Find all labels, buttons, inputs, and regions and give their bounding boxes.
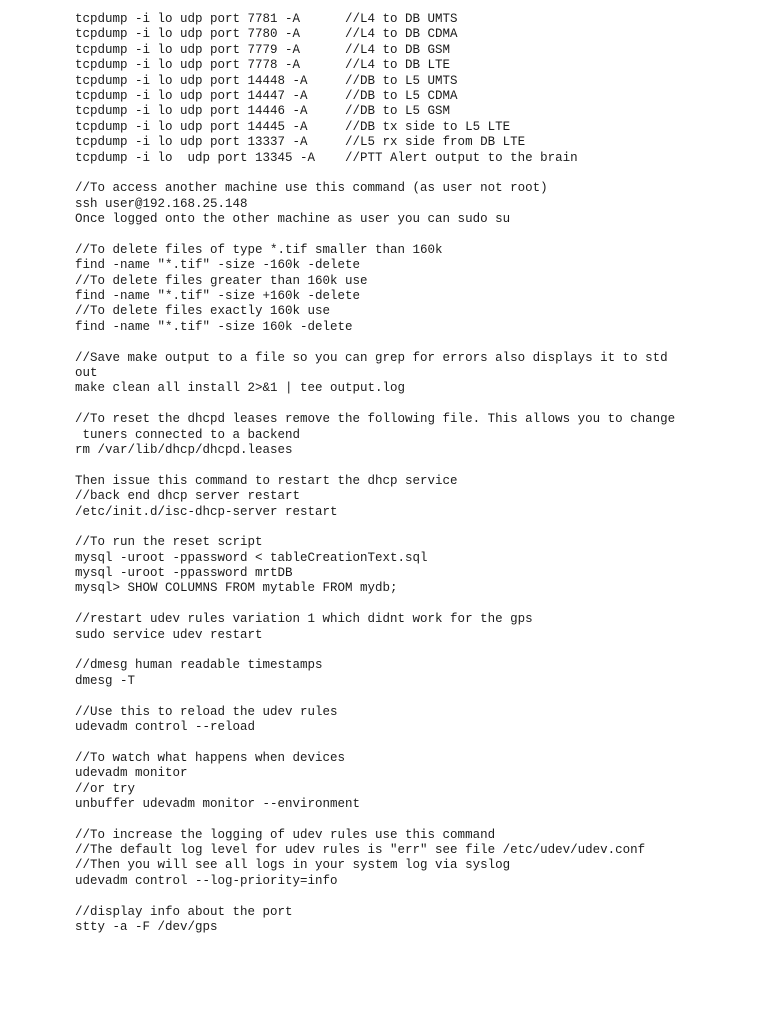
blank-line bbox=[75, 689, 755, 704]
text-line: //To access another machine use this command (as user not root) bbox=[75, 181, 548, 196]
text-line: tcpdump -i lo udp port 7780 -A //L4 to DB CDMA bbox=[75, 27, 458, 42]
text-line: //To reset the dhcpd leases remove the following file. This allows you to change bbox=[75, 412, 676, 427]
text-line: //back end dhcp server restart bbox=[75, 489, 301, 504]
text-line: mysql -uroot -ppassword mrtDB bbox=[75, 566, 293, 581]
blank-line bbox=[75, 520, 755, 535]
text-line: unbuffer udevadm monitor --environment bbox=[75, 796, 361, 811]
text-line: mysql -uroot -ppassword < tableCreationText.sql bbox=[75, 550, 428, 565]
text-line: tcpdump -i lo udp port 7781 -A //L4 to DB UMTS bbox=[75, 12, 458, 26]
blank-line bbox=[75, 643, 755, 658]
blank-line bbox=[75, 397, 755, 412]
text-line: make clean all install 2>&1 | tee output.log bbox=[75, 381, 406, 396]
text-line: find -name "*.tif" -size +160k -delete bbox=[75, 289, 361, 304]
text-line: Then issue this command to restart the dhcp service bbox=[75, 473, 458, 488]
blank-line bbox=[75, 597, 755, 612]
text-line: tcpdump -i lo udp port 13337 -A //L5 rx side from DB LTE bbox=[75, 135, 526, 150]
text-line: tcpdump -i lo udp port 7779 -A //L4 to DB GSM bbox=[75, 42, 451, 57]
text-line: tcpdump -i lo udp port 14447 -A //DB to L5 CDMA bbox=[75, 88, 458, 103]
text-line: //Then you will see all logs in your system log via syslog bbox=[75, 858, 511, 873]
text-line: find -name "*.tif" -size -160k -delete bbox=[75, 258, 361, 273]
blank-line bbox=[75, 335, 755, 350]
text-line: Once logged onto the other machine as user you can sudo su bbox=[75, 212, 511, 227]
blank-line bbox=[75, 735, 755, 750]
blank-line bbox=[75, 166, 755, 181]
text-line: udevadm control --reload bbox=[75, 719, 256, 734]
document-text bbox=[75, 12, 755, 935]
text-line: //To delete files exactly 160k use bbox=[75, 304, 331, 319]
blank-line bbox=[75, 889, 755, 904]
text-line: //display info about the port bbox=[75, 904, 293, 919]
text-line: mysql> SHOW COLUMNS FROM mytable FROM mydb; bbox=[75, 581, 398, 596]
text-line: tcpdump -i lo udp port 14445 -A //DB tx side to L5 LTE bbox=[75, 119, 511, 134]
text-line: //To run the reset script bbox=[75, 535, 263, 550]
text-line: out bbox=[75, 365, 98, 380]
text-line: sudo service udev restart bbox=[75, 627, 263, 642]
text-line: //To watch what happens when devices bbox=[75, 750, 346, 765]
blank-line bbox=[75, 812, 755, 827]
text-line: //To delete files greater than 160k use bbox=[75, 273, 368, 288]
text-line: //or try bbox=[75, 781, 136, 796]
text-line: udevadm monitor bbox=[75, 766, 188, 781]
text-line: udevadm control --log-priority=info bbox=[75, 873, 338, 888]
text-line: //To increase the logging of udev rules use this command bbox=[75, 827, 496, 842]
blank-line bbox=[75, 458, 755, 473]
text-line: tcpdump -i lo udp port 14446 -A //DB to L5 GSM bbox=[75, 104, 451, 119]
text-line: //Use this to reload the udev rules bbox=[75, 704, 338, 719]
text-line: //To delete files of type *.tif smaller than 160k bbox=[75, 242, 443, 257]
text-line: tcpdump -i lo udp port 7778 -A //L4 to DB LTE bbox=[75, 58, 451, 73]
blank-line bbox=[75, 227, 755, 242]
text-line: find -name "*.tif" -size 160k -delete bbox=[75, 319, 353, 334]
text-line: ssh user@192.168.25.148 bbox=[75, 196, 248, 211]
text-line: tcpdump -i lo udp port 13345 -A //PTT Alert output to the brain bbox=[75, 150, 578, 165]
text-line: rm /var/lib/dhcp/dhcpd.leases bbox=[75, 442, 293, 457]
text-line: //restart udev rules variation 1 which didnt work for the gps bbox=[75, 612, 533, 627]
text-line: dmesg -T bbox=[75, 673, 136, 688]
text-line: stty -a -F /dev/gps bbox=[75, 920, 218, 935]
text-line: //The default log level for udev rules is "err" see file /etc/udev/udev.conf bbox=[75, 843, 646, 858]
text-line: tuners connected to a backend bbox=[75, 427, 301, 442]
text-line: //Save make output to a file so you can grep for errors also displays it to std bbox=[75, 350, 668, 365]
text-line: //dmesg human readable timestamps bbox=[75, 658, 323, 673]
text-line: tcpdump -i lo udp port 14448 -A //DB to L5 UMTS bbox=[75, 73, 458, 88]
text-line: /etc/init.d/isc-dhcp-server restart bbox=[75, 504, 338, 519]
